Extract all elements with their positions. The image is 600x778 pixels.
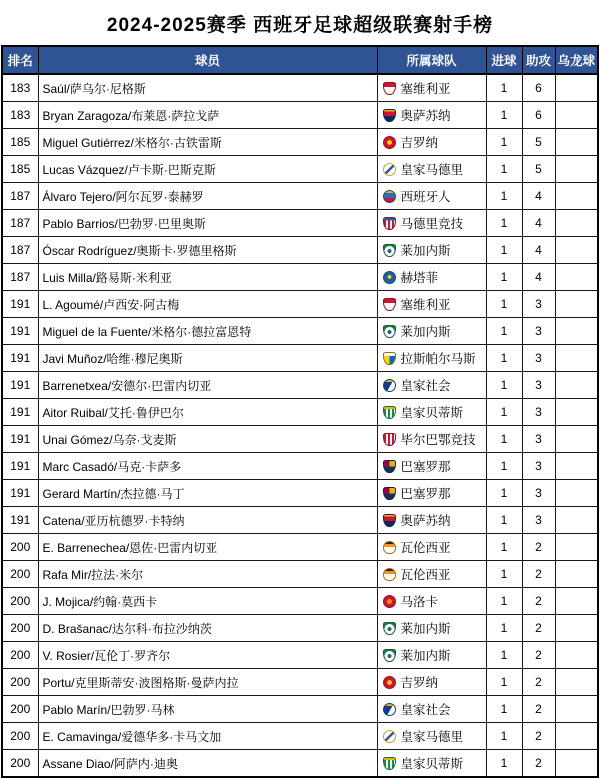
goals-cell: 1 — [486, 318, 522, 345]
assists-cell: 6 — [522, 102, 555, 129]
own-goals-cell — [555, 102, 598, 129]
team-cell — [377, 750, 486, 778]
team-cell — [377, 426, 486, 453]
own-goals-cell — [555, 129, 598, 156]
rank-cell: 187 — [2, 183, 38, 210]
team-cell — [377, 615, 486, 642]
rank-cell: 191 — [2, 480, 38, 507]
team-name: 吉罗纳 — [400, 136, 439, 150]
laspalmas-crest-icon — [383, 352, 396, 365]
assists-cell: 4 — [522, 183, 555, 210]
team-cell — [377, 399, 486, 426]
rank-cell: 200 — [2, 750, 38, 778]
assists-cell: 3 — [522, 372, 555, 399]
own-goals-cell — [555, 534, 598, 561]
team-name: 皇家贝蒂斯 — [400, 406, 464, 420]
table-row — [2, 696, 598, 723]
athletic-crest-icon — [383, 433, 396, 446]
player-name-cell: Pablo Barrios/巴勃罗·巴里奥斯 — [38, 210, 377, 237]
table-row — [2, 291, 598, 318]
own-goals-cell — [555, 74, 598, 102]
player-name-cell: J. Mojica/约翰·莫西卡 — [38, 588, 377, 615]
assists-cell: 3 — [522, 507, 555, 534]
team-cell — [377, 480, 486, 507]
player-name-cell: Catena/亚历杭德罗·卡特纳 — [38, 507, 377, 534]
team-name: 皇家社会 — [400, 379, 451, 393]
table-row — [2, 345, 598, 372]
team-name: 莱加内斯 — [400, 649, 451, 663]
leganes-crest-icon — [383, 649, 396, 662]
own-goals-cell — [555, 453, 598, 480]
team-cell — [377, 74, 486, 102]
player-name-cell: Lucas Vázquez/卢卡斯·巴斯克斯 — [38, 156, 377, 183]
assists-cell: 2 — [522, 696, 555, 723]
rank-cell: 200 — [2, 534, 38, 561]
assists-cell: 2 — [522, 723, 555, 750]
team-cell — [377, 291, 486, 318]
betis-crest-icon — [383, 757, 396, 770]
valencia-crest-icon — [383, 541, 396, 554]
assists-cell: 3 — [522, 480, 555, 507]
goals-cell: 1 — [486, 669, 522, 696]
goals-cell: 1 — [486, 750, 522, 778]
player-name-cell: Miguel de la Fuente/米格尔·德拉富恩特 — [38, 318, 377, 345]
leganes-crest-icon — [383, 325, 396, 338]
team-cell — [377, 102, 486, 129]
rank-cell: 200 — [2, 696, 38, 723]
assists-cell: 2 — [522, 750, 555, 778]
table-row — [2, 183, 598, 210]
goals-cell: 1 — [486, 453, 522, 480]
assists-cell: 4 — [522, 210, 555, 237]
goals-cell: 1 — [486, 426, 522, 453]
player-name-cell: L. Agoumé/卢西安·阿古梅 — [38, 291, 377, 318]
goals-cell: 1 — [486, 399, 522, 426]
assists-cell: 5 — [522, 129, 555, 156]
player-name-cell: Óscar Rodríguez/奥斯卡·罗德里格斯 — [38, 237, 377, 264]
own-goals-cell — [555, 750, 598, 778]
realsociedad-crest-icon — [383, 379, 396, 392]
assists-cell: 2 — [522, 615, 555, 642]
own-goals-cell — [555, 723, 598, 750]
team-cell — [377, 156, 486, 183]
own-goals-cell — [555, 237, 598, 264]
rank-cell: 185 — [2, 129, 38, 156]
rank-cell: 191 — [2, 426, 38, 453]
team-name: 塞维利亚 — [400, 298, 451, 312]
table-row — [2, 480, 598, 507]
sevilla-crest-icon — [383, 82, 396, 95]
table-row — [2, 156, 598, 183]
column-header-own-goals: 乌龙球 — [555, 46, 598, 74]
table-row — [2, 588, 598, 615]
team-cell — [377, 723, 486, 750]
mallorca-crest-icon — [383, 595, 396, 608]
osasuna-crest-icon — [383, 109, 396, 122]
column-header-rank: 排名 — [2, 46, 38, 74]
team-cell — [377, 534, 486, 561]
table-row — [2, 372, 598, 399]
player-name-cell: Assane Diao/阿萨内·迪奥 — [38, 750, 377, 778]
team-name: 巴塞罗那 — [400, 460, 451, 474]
player-name-cell: Bryan Zaragoza/布莱恩·萨拉戈萨 — [38, 102, 377, 129]
espanyol-crest-icon — [383, 190, 396, 203]
team-name: 毕尔巴鄂竞技 — [400, 433, 476, 447]
table-row — [2, 534, 598, 561]
realmadrid-crest-icon — [383, 163, 396, 176]
team-name: 西班牙人 — [400, 190, 451, 204]
player-name-cell: Unai Gómez/乌奈·戈麦斯 — [38, 426, 377, 453]
own-goals-cell — [555, 615, 598, 642]
rank-cell: 200 — [2, 723, 38, 750]
player-name-cell: E. Barrenechea/恩佐·巴雷内切亚 — [38, 534, 377, 561]
assists-cell: 2 — [522, 561, 555, 588]
table-row — [2, 561, 598, 588]
table-row — [2, 399, 598, 426]
team-name: 瓦伦西亚 — [400, 568, 451, 582]
rank-cell: 191 — [2, 399, 38, 426]
table-row — [2, 237, 598, 264]
goals-cell: 1 — [486, 102, 522, 129]
table-body — [2, 74, 598, 777]
own-goals-cell — [555, 642, 598, 669]
rank-cell: 183 — [2, 74, 38, 102]
team-name: 马德里竞技 — [400, 217, 464, 231]
assists-cell: 3 — [522, 318, 555, 345]
table-row — [2, 129, 598, 156]
top-scorers-table — [1, 45, 599, 778]
column-header-team: 所属球队 — [377, 46, 486, 74]
player-name-cell: D. Brašanac/达尔科·布拉沙纳茨 — [38, 615, 377, 642]
own-goals-cell — [555, 480, 598, 507]
column-header-player: 球员 — [38, 46, 377, 74]
assists-cell: 2 — [522, 642, 555, 669]
leganes-crest-icon — [383, 244, 396, 257]
team-cell — [377, 183, 486, 210]
girona-crest-icon — [383, 136, 396, 149]
assists-cell: 2 — [522, 534, 555, 561]
assists-cell: 4 — [522, 264, 555, 291]
player-name-cell: Marc Casadó/马克·卡萨多 — [38, 453, 377, 480]
own-goals-cell — [555, 588, 598, 615]
own-goals-cell — [555, 345, 598, 372]
rank-cell: 191 — [2, 345, 38, 372]
assists-cell: 3 — [522, 426, 555, 453]
goals-cell: 1 — [486, 507, 522, 534]
leganes-crest-icon — [383, 622, 396, 635]
player-name-cell: Miguel Gutiérrez/米格尔·古铁雷斯 — [38, 129, 377, 156]
rank-cell: 183 — [2, 102, 38, 129]
osasuna-crest-icon — [383, 514, 396, 527]
own-goals-cell — [555, 426, 598, 453]
rank-cell: 187 — [2, 210, 38, 237]
own-goals-cell — [555, 183, 598, 210]
team-name: 赫塔菲 — [400, 271, 439, 285]
table-row — [2, 723, 598, 750]
getafe-crest-icon — [383, 271, 396, 284]
realsociedad-crest-icon — [383, 703, 396, 716]
table-row — [2, 453, 598, 480]
goals-cell: 1 — [486, 696, 522, 723]
girona-crest-icon — [383, 676, 396, 689]
team-name: 瓦伦西亚 — [400, 541, 451, 555]
team-cell — [377, 669, 486, 696]
team-name: 莱加内斯 — [400, 244, 451, 258]
goals-cell: 1 — [486, 291, 522, 318]
table-row — [2, 750, 598, 778]
table-row — [2, 102, 598, 129]
team-name: 皇家贝蒂斯 — [400, 757, 464, 771]
player-name-cell: E. Camavinga/爱德华多·卡马文加 — [38, 723, 377, 750]
goals-cell: 1 — [486, 642, 522, 669]
sevilla-crest-icon — [383, 298, 396, 311]
team-cell — [377, 588, 486, 615]
player-name-cell: Saúl/萨乌尔·尼格斯 — [38, 74, 377, 102]
own-goals-cell — [555, 696, 598, 723]
valencia-crest-icon — [383, 568, 396, 581]
assists-cell: 5 — [522, 156, 555, 183]
goals-cell: 1 — [486, 237, 522, 264]
rank-cell: 200 — [2, 669, 38, 696]
goals-cell: 1 — [486, 723, 522, 750]
rank-cell: 187 — [2, 264, 38, 291]
goals-cell: 1 — [486, 372, 522, 399]
assists-cell: 2 — [522, 669, 555, 696]
team-cell — [377, 696, 486, 723]
own-goals-cell — [555, 318, 598, 345]
column-header-goals: 进球 — [486, 46, 522, 74]
table-row — [2, 74, 598, 102]
team-name: 奥萨苏纳 — [400, 109, 451, 123]
goals-cell: 1 — [486, 129, 522, 156]
barcelona-crest-icon — [383, 460, 396, 473]
rank-cell: 191 — [2, 291, 38, 318]
team-name: 皇家马德里 — [400, 163, 464, 177]
table-row — [2, 426, 598, 453]
team-cell — [377, 642, 486, 669]
own-goals-cell — [555, 372, 598, 399]
team-name: 巴塞罗那 — [400, 487, 451, 501]
realmadrid-crest-icon — [383, 730, 396, 743]
rank-cell: 191 — [2, 507, 38, 534]
goals-cell: 1 — [486, 74, 522, 102]
team-cell — [377, 453, 486, 480]
own-goals-cell — [555, 399, 598, 426]
team-cell — [377, 264, 486, 291]
barcelona-crest-icon — [383, 487, 396, 500]
team-name: 拉斯帕尔马斯 — [400, 352, 476, 366]
own-goals-cell — [555, 291, 598, 318]
rank-cell: 185 — [2, 156, 38, 183]
own-goals-cell — [555, 264, 598, 291]
rank-cell: 200 — [2, 642, 38, 669]
rank-cell: 191 — [2, 318, 38, 345]
player-name-cell: Portu/克里斯蒂安·波图格斯·曼萨内拉 — [38, 669, 377, 696]
team-name: 马洛卡 — [400, 595, 439, 609]
own-goals-cell — [555, 507, 598, 534]
own-goals-cell — [555, 210, 598, 237]
table-header-row — [2, 46, 598, 74]
team-name: 莱加内斯 — [400, 325, 451, 339]
team-name: 皇家社会 — [400, 703, 451, 717]
team-name: 吉罗纳 — [400, 676, 439, 690]
goals-cell: 1 — [486, 156, 522, 183]
table-row — [2, 642, 598, 669]
player-name-cell: Javi Muñoz/哈维·穆尼奥斯 — [38, 345, 377, 372]
assists-cell: 3 — [522, 345, 555, 372]
rank-cell: 187 — [2, 237, 38, 264]
rank-cell: 191 — [2, 372, 38, 399]
column-header-assists: 助攻 — [522, 46, 555, 74]
rank-cell: 200 — [2, 615, 38, 642]
rank-cell: 200 — [2, 561, 38, 588]
table-row — [2, 318, 598, 345]
player-name-cell: Rafa Mir/拉法·米尔 — [38, 561, 377, 588]
assists-cell: 3 — [522, 399, 555, 426]
team-cell — [377, 345, 486, 372]
goals-cell: 1 — [486, 588, 522, 615]
atletico-crest-icon — [383, 217, 396, 230]
assists-cell: 4 — [522, 237, 555, 264]
own-goals-cell — [555, 156, 598, 183]
player-name-cell: Aitor Ruibal/艾托·鲁伊巴尔 — [38, 399, 377, 426]
rank-cell: 191 — [2, 453, 38, 480]
assists-cell: 3 — [522, 291, 555, 318]
team-cell — [377, 210, 486, 237]
player-name-cell: Pablo Marín/巴勃罗·马林 — [38, 696, 377, 723]
table-row — [2, 264, 598, 291]
table-row — [2, 615, 598, 642]
page-title: 2024-2025赛季 西班牙足球超级联赛射手榜 — [106, 15, 494, 36]
goals-cell: 1 — [486, 264, 522, 291]
goals-cell: 1 — [486, 480, 522, 507]
goals-cell: 1 — [486, 615, 522, 642]
player-name-cell: Álvaro Tejero/阿尔瓦罗·泰赫罗 — [38, 183, 377, 210]
player-name-cell: Gerard Martín/杰拉德·马丁 — [38, 480, 377, 507]
goals-cell: 1 — [486, 183, 522, 210]
goals-cell: 1 — [486, 561, 522, 588]
team-name: 皇家马德里 — [400, 730, 464, 744]
team-cell — [377, 318, 486, 345]
team-name: 奥萨苏纳 — [400, 514, 451, 528]
team-cell — [377, 507, 486, 534]
team-cell — [377, 561, 486, 588]
player-name-cell: Barrenetxea/安德尔·巴雷内切亚 — [38, 372, 377, 399]
assists-cell: 3 — [522, 453, 555, 480]
rank-cell: 200 — [2, 588, 38, 615]
table-row — [2, 210, 598, 237]
betis-crest-icon — [383, 406, 396, 419]
player-name-cell: Luis Milla/路易斯·米利亚 — [38, 264, 377, 291]
team-name: 塞维利亚 — [400, 82, 451, 96]
goals-cell: 1 — [486, 210, 522, 237]
assists-cell: 2 — [522, 588, 555, 615]
goals-cell: 1 — [486, 534, 522, 561]
table-row — [2, 669, 598, 696]
team-cell — [377, 129, 486, 156]
team-name: 莱加内斯 — [400, 622, 451, 636]
own-goals-cell — [555, 669, 598, 696]
table-row — [2, 507, 598, 534]
own-goals-cell — [555, 561, 598, 588]
team-cell — [377, 372, 486, 399]
assists-cell: 6 — [522, 74, 555, 102]
player-name-cell: V. Rosier/瓦伦丁·罗齐尔 — [38, 642, 377, 669]
goals-cell: 1 — [486, 345, 522, 372]
team-cell — [377, 237, 486, 264]
